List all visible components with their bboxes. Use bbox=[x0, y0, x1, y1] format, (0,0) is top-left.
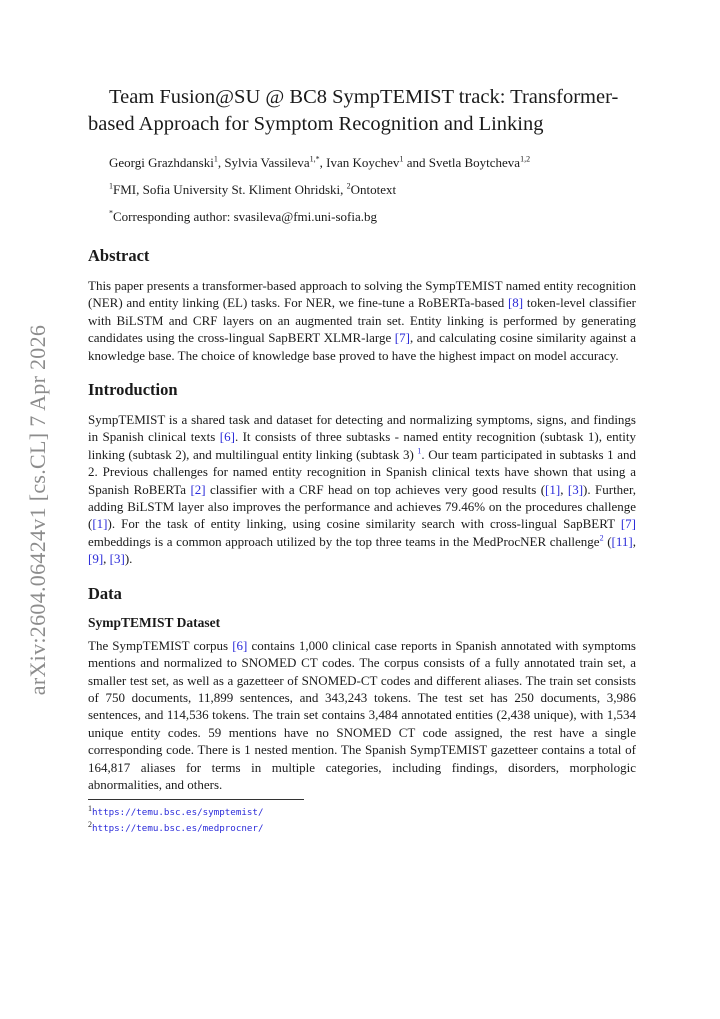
affiliation-text: Ontotext bbox=[350, 182, 397, 197]
corr-text: Corresponding author: svasileva@fmi.uni-sofia.bg bbox=[113, 209, 377, 224]
author-affil-mark: 1,* bbox=[309, 154, 320, 164]
text-run: , bbox=[103, 551, 110, 567]
citation-link[interactable]: [1] bbox=[545, 481, 561, 497]
citation-link[interactable]: [6] bbox=[232, 637, 248, 653]
footnote-number: 2 bbox=[88, 820, 92, 830]
author-name: Georgi Grazhdanski bbox=[109, 155, 214, 170]
text-run: contains 1,000 clinical case reports in Spanish annotated with symptoms mentions and normalized to SNOMED CT codes. The corpus consists of a fully annotated train set, a smaller test set, as well as a gazetteer of SNOMED-CT codes and different aliases. The train set consists of 750 documents, 11,899 sentences, and 343,243 tokens. The test set has 250 documents, 3,986 sentences, and 114,536 tokens. The train set contains 3,484 annotated entities (2,438 unique), with 1,534 unique entity codes. 59 mentions have no SNOMED CT code assigned, the rest have a single corresponding code. There is 1 nested mention. The Spanish SympTEMIST gazetteer contains a total of 164,817 aliases for terms in multiple categories, including findings, disorders, morphologic abnormalities, and others. bbox=[88, 637, 636, 792]
arxiv-identifier: arXiv:2604.06424v1 [cs.CL] 7 Apr 2026 bbox=[25, 324, 50, 696]
paper-page bbox=[88, 84, 636, 835]
data-heading: Data bbox=[88, 583, 122, 603]
text-run: embeddings is a common approach utilized by the top three teams in the MedProcNER challenge bbox=[88, 533, 600, 549]
footnote-url-link[interactable]: https://temu.bsc.es/medprocner/ bbox=[92, 823, 264, 835]
text-run: The SympTEMIST corpus bbox=[88, 637, 233, 653]
author-name: Ivan Koychev bbox=[326, 155, 400, 170]
text-run: , bbox=[560, 481, 568, 497]
text-run: classifier with a CRF head on top achieves very good results ( bbox=[205, 481, 546, 497]
introduction-heading: Introduction bbox=[88, 380, 178, 400]
author-affil-mark: 1 bbox=[399, 154, 404, 164]
text-run: . It consists of three subtasks - named entity recognition (subtask 1), entity linking (subtask 2), and multilingual entity linking (subtask 3) bbox=[88, 429, 636, 462]
citation-link[interactable]: [7] bbox=[620, 516, 636, 532]
author-affil-mark: 1 bbox=[213, 154, 218, 164]
text-run: ( bbox=[603, 533, 612, 549]
citation-link[interactable]: [1] bbox=[92, 516, 108, 532]
paper-title: Team Fusion@SU @ BC8 SympTEMIST track: Transformer-based Approach for Symptom Recognition and Linking bbox=[88, 86, 619, 135]
author-affil-mark: 1,2 bbox=[520, 154, 531, 164]
citation-link[interactable]: [8] bbox=[507, 295, 524, 311]
footnote-item bbox=[88, 803, 636, 819]
citation-link[interactable]: [6] bbox=[219, 429, 235, 445]
abstract-heading: Abstract bbox=[88, 246, 150, 265]
text-run: ). bbox=[124, 551, 133, 567]
dataset-subheading: SympTEMIST Dataset bbox=[88, 614, 221, 630]
footnote-url-link[interactable]: https://temu.bsc.es/symptemist/ bbox=[92, 807, 264, 819]
author-name: Svetla Boytcheva bbox=[428, 155, 521, 170]
text-run: This paper presents a transformer-based approach to solving the SympTEMIST named entity recognition (NER) and entity linking (EL) tasks. For NER, we fine-tune a RoBERTa-based bbox=[88, 278, 636, 311]
text-run: , and calculating cosine similarity against a knowledge base. The choice of knowledge base proved to have the highest impact on model accuracy. bbox=[88, 330, 636, 363]
citation-link[interactable]: [3] bbox=[567, 481, 584, 497]
arxiv-sidebar bbox=[18, 300, 58, 720]
citation-link[interactable]: [9] bbox=[88, 551, 104, 567]
abstract-paragraph bbox=[88, 277, 636, 364]
affil-mark: 2 bbox=[346, 181, 351, 191]
citation-link[interactable]: [2] bbox=[190, 481, 206, 497]
citation-link[interactable]: [11] bbox=[611, 533, 633, 549]
text-run: SympTEMIST is a shared task and dataset for detecting and normalizing symptoms, signs, and findings in Spanish clinical texts bbox=[88, 412, 636, 445]
text-run: , bbox=[632, 533, 636, 549]
corresponding-author bbox=[109, 208, 636, 226]
data-paragraph bbox=[88, 637, 636, 794]
text-run: ). For the task of entity linking, using cosine similarity search with cross-lingual SapBERT bbox=[107, 516, 621, 532]
text-run: token-level classifier with BiLSTM and CRF layers on an augmented train set. Entity linking is performed by generating candidates using the cross-lingual SapBERT XLMR-large bbox=[88, 295, 636, 346]
affil-mark: 1 bbox=[109, 181, 113, 191]
footnote-marker[interactable]: 2 bbox=[599, 533, 604, 543]
footnote-item bbox=[88, 819, 636, 835]
corr-mark: * bbox=[109, 208, 113, 218]
introduction-paragraph bbox=[88, 411, 636, 568]
text-run: . Our team participated in subtasks 1 and 2. Previous challenges for named entity recognition in Spanish clinical texts have shown that using a Spanish RoBERTa bbox=[88, 446, 637, 497]
footnote-number: 1 bbox=[88, 804, 92, 814]
citation-link[interactable]: [3] bbox=[109, 551, 125, 567]
affiliations bbox=[109, 181, 636, 199]
citation-link[interactable]: [7] bbox=[394, 330, 410, 346]
author-list: Georgi Grazhdanski$^1$, Sylvia Vassileva$^{1,*}$, Ivan Koychev$^1$ and Svetla Boytcheva$^{1,2}$ bbox=[109, 154, 531, 170]
author-name: Sylvia Vassileva bbox=[224, 155, 310, 170]
affiliation-text: FMI, Sofia University St. Kliment Ohridski, bbox=[113, 182, 347, 197]
footnote-marker[interactable]: 1 bbox=[417, 446, 422, 456]
footnote-divider bbox=[88, 799, 304, 800]
text-run: ). Further, adding BiLSTM layer also improves the performance and achieves 79.46% on the procedures challenge ( bbox=[88, 481, 637, 532]
